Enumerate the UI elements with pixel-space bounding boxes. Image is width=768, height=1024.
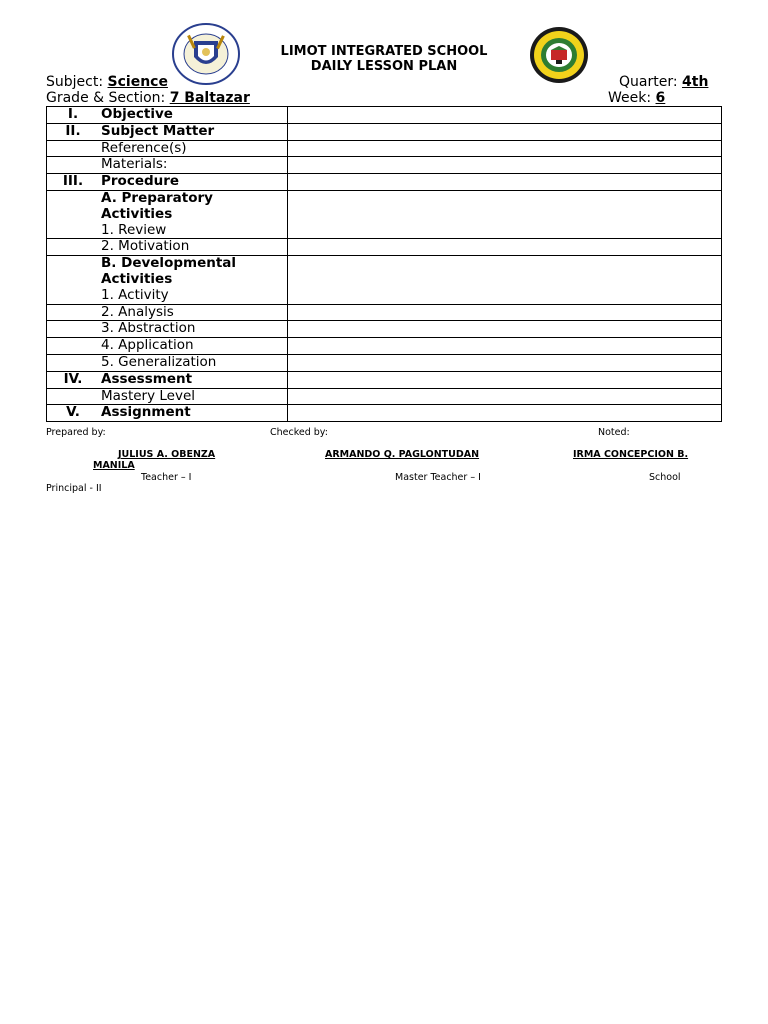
row-value-cell[interactable] xyxy=(288,321,722,338)
preparer-role: Teacher – I xyxy=(141,472,192,483)
row-value-cell[interactable] xyxy=(288,140,722,157)
grade-value: 7 Baltazar xyxy=(169,90,250,106)
table-row xyxy=(47,354,722,371)
row-number xyxy=(47,338,100,355)
row-value-cell[interactable] xyxy=(288,304,722,321)
checker-name: ARMANDO Q. PAGLONTUDAN xyxy=(325,449,480,460)
row-sublabel: 1. Review xyxy=(101,221,167,238)
row-value-cell[interactable] xyxy=(288,256,722,304)
subject-value: Science xyxy=(107,74,168,90)
row-label-group xyxy=(99,256,288,304)
row-label: Assessment xyxy=(99,371,288,388)
table-row xyxy=(47,338,722,355)
week-field xyxy=(608,90,665,106)
row-label: 2. Motivation xyxy=(99,239,288,256)
row-sublabel: 1. Activity xyxy=(101,286,169,303)
row-number xyxy=(47,157,100,174)
row-label: 2. Analysis xyxy=(99,304,288,321)
row-label: B. Developmental Activities xyxy=(101,255,237,287)
noter-name-continued: MANILA xyxy=(93,460,135,471)
row-label: 4. Application xyxy=(99,338,288,355)
row-number: V. xyxy=(47,405,100,422)
week-label: Week: xyxy=(608,90,652,106)
table-row xyxy=(47,371,722,388)
row-value-cell[interactable] xyxy=(288,405,722,422)
school-name: LIMOT INTEGRATED SCHOOL xyxy=(280,44,488,59)
row-label: Mastery Level xyxy=(99,388,288,405)
lesson-plan-table xyxy=(46,106,722,422)
row-number xyxy=(47,354,100,371)
quarter-label: Quarter: xyxy=(619,74,678,90)
row-label: Subject Matter xyxy=(99,123,288,140)
row-value-cell[interactable] xyxy=(288,239,722,256)
noted-label: Noted: xyxy=(598,427,630,438)
row-label: Assignment xyxy=(99,405,288,422)
row-number: I. xyxy=(47,107,100,124)
table-row xyxy=(47,321,722,338)
table-row xyxy=(47,107,722,124)
row-label: 5. Generalization xyxy=(99,354,288,371)
row-label: 3. Abstraction xyxy=(99,321,288,338)
row-number: II. xyxy=(47,123,100,140)
row-number: IV. xyxy=(47,371,100,388)
row-value-cell[interactable] xyxy=(288,107,722,124)
row-number xyxy=(47,140,100,157)
row-number xyxy=(47,256,100,304)
row-number: III. xyxy=(47,174,100,191)
row-number xyxy=(47,304,100,321)
row-value-cell[interactable] xyxy=(288,157,722,174)
noter-role-continued: Principal - II xyxy=(46,483,102,494)
table-row xyxy=(47,239,722,256)
table-row xyxy=(47,140,722,157)
noter-name: IRMA CONCEPCION B. xyxy=(573,449,689,460)
grade-label: Grade & Section: xyxy=(46,90,166,106)
row-label: Objective xyxy=(99,107,288,124)
row-value-cell[interactable] xyxy=(288,190,722,238)
preparer-name: JULIUS A. OBENZA xyxy=(118,449,216,460)
row-value-cell[interactable] xyxy=(288,371,722,388)
prepared-by-label: Prepared by: xyxy=(46,427,106,438)
row-value-cell[interactable] xyxy=(288,388,722,405)
row-number xyxy=(47,321,100,338)
table-row xyxy=(47,405,722,422)
week-value: 6 xyxy=(655,90,666,106)
quarter-field xyxy=(619,74,708,90)
checked-by-label: Checked by: xyxy=(270,427,328,438)
grade-section-field xyxy=(46,90,250,106)
quarter-value: 4th xyxy=(682,74,709,90)
row-label-group xyxy=(99,190,288,238)
row-value-cell[interactable] xyxy=(288,123,722,140)
row-number xyxy=(47,388,100,405)
row-label: Procedure xyxy=(99,174,288,191)
subject-field xyxy=(46,74,168,90)
row-value-cell[interactable] xyxy=(288,174,722,191)
row-number xyxy=(47,239,100,256)
row-number xyxy=(47,190,100,238)
row-label: Reference(s) xyxy=(99,140,288,157)
row-value-cell[interactable] xyxy=(288,338,722,355)
table-row xyxy=(47,174,722,191)
subject-label: Subject: xyxy=(46,74,104,90)
document-title: DAILY LESSON PLAN xyxy=(310,59,458,74)
row-label: A. Preparatory Activities xyxy=(101,189,213,222)
table-row xyxy=(47,388,722,405)
noter-role: School xyxy=(649,472,681,483)
row-value-cell[interactable] xyxy=(288,354,722,371)
checker-role: Master Teacher – I xyxy=(395,472,481,483)
table-row xyxy=(47,123,722,140)
table-row xyxy=(47,304,722,321)
row-label: Materials: xyxy=(99,157,288,174)
table-row xyxy=(47,190,722,238)
table-row xyxy=(47,256,722,304)
table-row xyxy=(47,157,722,174)
